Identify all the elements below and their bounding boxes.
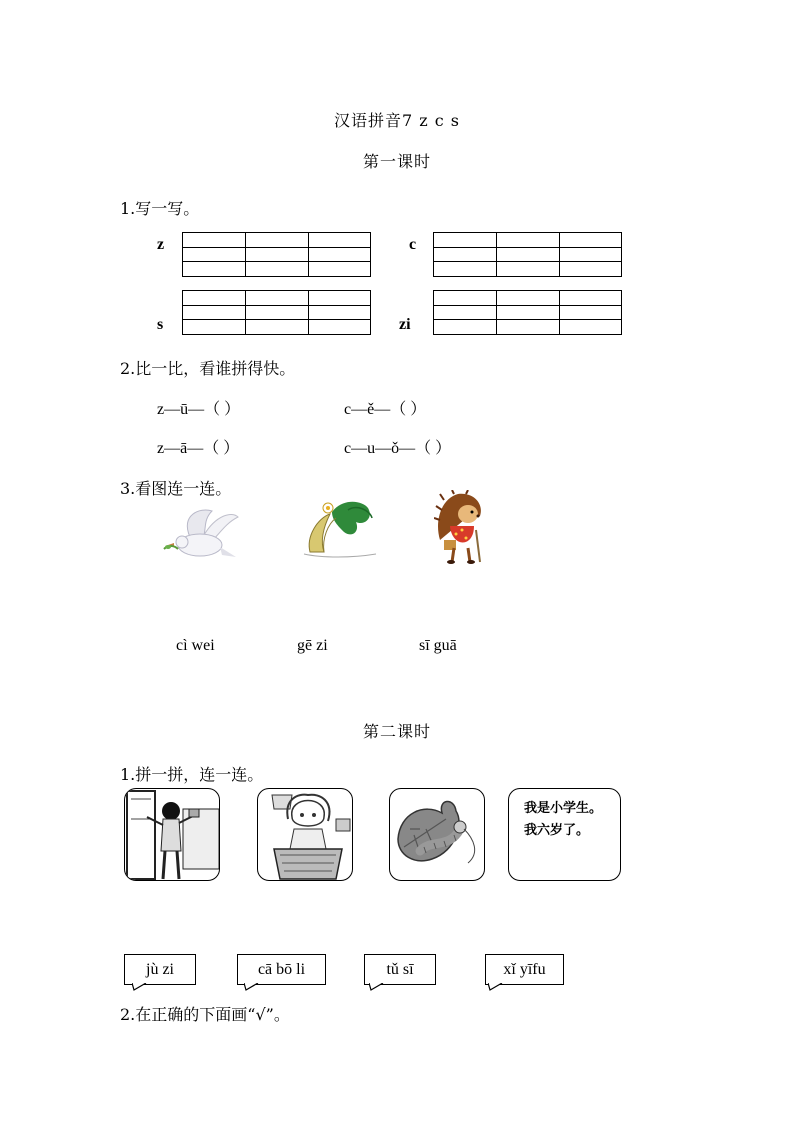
l2-q1-label: 1.拼一拼，连一连。	[120, 765, 264, 784]
q1-label: 1.写一写。	[120, 199, 200, 218]
l2-q2-label: 2.在正确的下面画“√”。	[120, 1005, 290, 1024]
spell-item: z—ū—（ ）	[157, 401, 241, 418]
panel-silkworm[interactable]	[389, 788, 485, 881]
panel-wash-window[interactable]	[124, 788, 220, 881]
word-option[interactable]: cì wei	[176, 637, 215, 654]
pinyin-tag[interactable]: tǔ sī	[364, 954, 436, 985]
writing-grid-zi[interactable]	[433, 290, 622, 335]
spell-item: c—u—ǒ—（ ）	[344, 440, 452, 457]
pinyin-tag[interactable]: xǐ yīfu	[485, 954, 564, 985]
word-option[interactable]: gē zi	[297, 637, 328, 654]
lesson2-title: 第二课时	[362, 722, 431, 741]
tag-tail	[244, 983, 260, 991]
letter-zi: zi	[399, 316, 411, 333]
q2-label: 2.比一比，看谁拼得快。	[120, 359, 296, 378]
tag-tail	[488, 983, 504, 991]
spell-item: c—ě—（ ）	[344, 401, 427, 418]
writing-grid-c[interactable]	[433, 232, 622, 277]
tag-tail	[369, 983, 385, 991]
panel-wash-clothes[interactable]	[257, 788, 353, 881]
hedgehog-image[interactable]	[434, 490, 486, 566]
writing-grid-z[interactable]	[182, 232, 371, 277]
pinyin-tag[interactable]: jù zi	[124, 954, 196, 985]
lesson1-title: 第一课时	[362, 152, 431, 171]
writing-grid-s[interactable]	[182, 290, 371, 335]
letter-s: s	[157, 316, 164, 333]
speech-bubble[interactable]	[508, 788, 621, 881]
spell-item: z—ā—（ ）	[157, 440, 240, 457]
dove-image[interactable]	[160, 505, 240, 567]
loofah-image[interactable]	[302, 496, 378, 560]
bubble-line: 我是小学生。	[524, 801, 603, 816]
q3-label: 3.看图连一连。	[120, 479, 232, 498]
page-title: 汉语拼音7 z c s	[333, 111, 461, 130]
letter-z: z	[157, 236, 165, 253]
letter-c: c	[409, 236, 417, 253]
tag-tail	[132, 983, 148, 991]
word-option[interactable]: sī guā	[419, 637, 457, 654]
pinyin-tag[interactable]: cā bō li	[237, 954, 326, 985]
bubble-line: 我六岁了。	[524, 823, 590, 838]
